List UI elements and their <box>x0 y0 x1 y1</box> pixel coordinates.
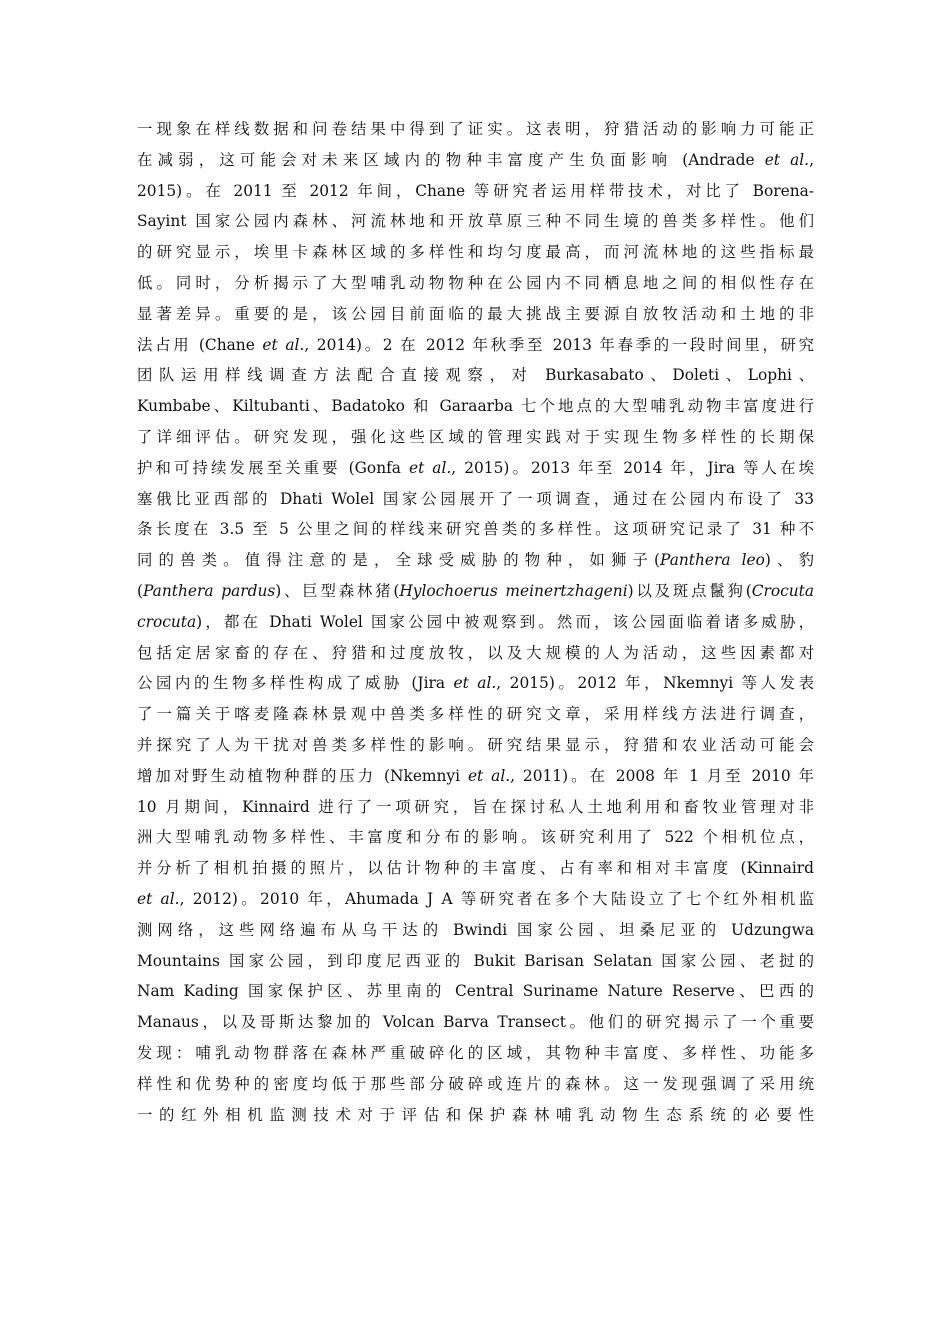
text-segment: 的研究显示，埃里卡森林区域的多样性和均匀度最高，而河流林地的这些指标最 <box>137 243 814 262</box>
text-segment: 一现象在样线数据和问卷结果中得到了证实。这表明，狩猎活动的影响力可能正 <box>137 120 814 138</box>
text-line <box>137 299 814 330</box>
italic-text: Crocuta <box>751 581 814 600</box>
text-segment: )、豹 <box>764 551 814 570</box>
italic-text: et al. <box>262 335 305 354</box>
text-segment: 在减弱，这可能会对未来区域内的物种丰富度产生负面影响 (Andrade <box>137 150 765 169</box>
italic-text: crocuta <box>137 612 197 631</box>
text-line <box>137 822 814 853</box>
text-segment: Mountains 国家公园，到印度尼西亚的 Bukit Barisan Selatan 国家公园、老挝的 <box>137 951 814 970</box>
italic-text: Panthera pardus <box>143 581 276 600</box>
text-line <box>137 638 814 669</box>
text-segment: 法占用 (Chane <box>137 335 263 354</box>
text-line <box>137 761 814 792</box>
text-segment: 条长度在 3.5 至 5 公里之间的样线来研究兽类的多样性。这项研究记录了 31 种不 <box>137 520 814 539</box>
text-segment: 护和可持续发展至关重要 (Gonfa <box>137 458 409 477</box>
text-segment: 增加对野生动植物种群的压力 (Nkemnyi <box>137 766 468 785</box>
italic-text: et al. <box>453 674 497 693</box>
text-line <box>137 1007 814 1038</box>
text-line <box>137 360 814 391</box>
text-line <box>137 545 814 576</box>
text-line <box>137 453 814 484</box>
text-segment: 洲大型哺乳动物多样性、丰富度和分布的影响。该研究利用了 522 个相机位点， <box>137 828 814 847</box>
text-segment: 2015)。在 2011 至 2012 年间，Chane 等研究者运用样带技术，对比了 Borena- <box>137 181 814 200</box>
text-segment: 显著差异。重要的是，该公园目前面临的最大挑战主要源自放牧活动和土地的非 <box>137 304 814 323</box>
text-segment: 发现：哺乳动物群落在森林严重破碎化的区域，其物种丰富度、多样性、功能多 <box>137 1043 814 1062</box>
text-segment: 了详细评估。研究发现，强化这些区域的管理实践对于实现生物多样性的长期保 <box>137 427 814 446</box>
italic-text: et al. <box>764 150 810 169</box>
italic-text: Panthera leo <box>660 551 765 570</box>
text-segment: )以及斑点鬣狗( <box>627 581 752 600</box>
text-segment: , 2012)。2010 年，Ahumada J A 等研究者在多个大陆设立了七个红外相机监 <box>179 889 814 908</box>
text-line <box>137 607 814 638</box>
text-line <box>137 976 814 1007</box>
text-segment: Sayint 国家公园内森林、河流林地和开放草原三种不同生境的兽类多样性。他们 <box>137 212 814 231</box>
text-segment: 公园内的生物多样性构成了威胁 (Jira <box>137 674 454 693</box>
text-line <box>137 422 814 453</box>
text-segment: 低。同时，分析揭示了大型哺乳动物物种在公园内不同栖息地之间的相似性存在 <box>137 273 814 292</box>
text-segment: 10 月期间，Kinnaird 进行了一项研究，旨在探讨私人土地利用和畜牧业管理对非 <box>137 797 814 816</box>
text-segment: 同的兽类。值得注意的是，全球受威胁的物种，如狮子( <box>137 551 661 570</box>
text-line <box>137 730 814 761</box>
text-segment: , 2014)。2 在 2012 年秋季至 2013 年春季的一段时间里，研究 <box>304 335 814 354</box>
text-segment: 并分析了相机拍摄的照片，以估计物种的丰富度、占有率和相对丰富度 (Kinnaird <box>137 859 814 878</box>
text-segment: Nam Kading 国家保护区、苏里南的 Central Suriname Nature Reserve、巴西的 <box>137 982 814 1001</box>
text-line <box>137 699 814 730</box>
text-line <box>137 853 814 884</box>
text-line <box>137 792 814 823</box>
text-line <box>137 576 814 607</box>
text-line <box>137 206 814 237</box>
text-segment: , 2015)。2013 年至 2014 年，Jira 等人在埃 <box>451 458 814 477</box>
text-segment: 包括定居家畜的存在、狩猎和过度放牧，以及大规模的人为活动，这些因素都对 <box>137 643 814 662</box>
text-segment: , <box>809 150 814 169</box>
text-segment: , 2015)。2012 年，Nkemnyi 等人发表 <box>496 674 814 693</box>
text-segment: Kumbabe、Kiltubanti、Badatoko 和 Garaarba 七个地点的大型哺乳动物丰富度进行 <box>137 397 814 416</box>
text-segment: 测网络，这些网络遍布从乌干达的 Bwindi 国家公园、坦桑尼亚的 Udzungwa <box>137 920 814 939</box>
text-line <box>137 330 814 361</box>
text-segment: 塞俄比亚西部的 Dhati Wolel 国家公园展开了一项调查，通过在公园内布设了 33 <box>137 489 814 508</box>
text-segment: 一的红外相机监测技术对于评估和保护森林哺乳动物生态系统的必要性 <box>137 1105 814 1124</box>
italic-text: et al. <box>467 766 511 785</box>
text-line <box>137 915 814 946</box>
text-line <box>137 114 814 145</box>
text-line <box>137 391 814 422</box>
text-segment: )、巨型森林猪( <box>275 581 400 600</box>
text-segment: )，都在 Dhati Wolel 国家公园中被观察到。然而，该公园面临着诸多威胁， <box>196 612 814 631</box>
text-line <box>137 237 814 268</box>
text-line <box>137 176 814 207</box>
document-body <box>137 114 814 1130</box>
italic-text: Hylochoerus meinertzhageni <box>399 581 628 600</box>
text-line <box>137 1100 814 1131</box>
text-segment: , 2011)。在 2008 年 1 月至 2010 年 <box>510 766 814 785</box>
text-line <box>137 946 814 977</box>
italic-text: et al. <box>137 889 180 908</box>
text-line <box>137 514 814 545</box>
text-line <box>137 1069 814 1100</box>
text-line <box>137 145 814 176</box>
text-segment: 团队运用样线调查方法配合直接观察，对 Burkasabato、Doleti、Lophi、 <box>137 366 814 385</box>
text-line <box>137 884 814 915</box>
text-segment: Manaus，以及哥斯达黎加的 Volcan Barva Transect。他们的研究揭示了一个重要 <box>137 1013 814 1032</box>
text-line <box>137 484 814 515</box>
text-segment: 并探究了人为干扰对兽类多样性的影响。研究结果显示，狩猎和农业活动可能会 <box>137 735 814 754</box>
text-segment: 了一篇关于喀麦隆森林景观中兽类多样性的研究文章，采用样线方法进行调查， <box>137 705 814 724</box>
italic-text: et al. <box>409 458 452 477</box>
text-segment: 样性和优势种的密度均低于那些部分破碎或连片的森林。这一发现强调了采用统 <box>137 1074 814 1093</box>
text-segment: ( <box>137 581 144 600</box>
text-line <box>137 668 814 699</box>
text-line <box>137 268 814 299</box>
text-line <box>137 1038 814 1069</box>
